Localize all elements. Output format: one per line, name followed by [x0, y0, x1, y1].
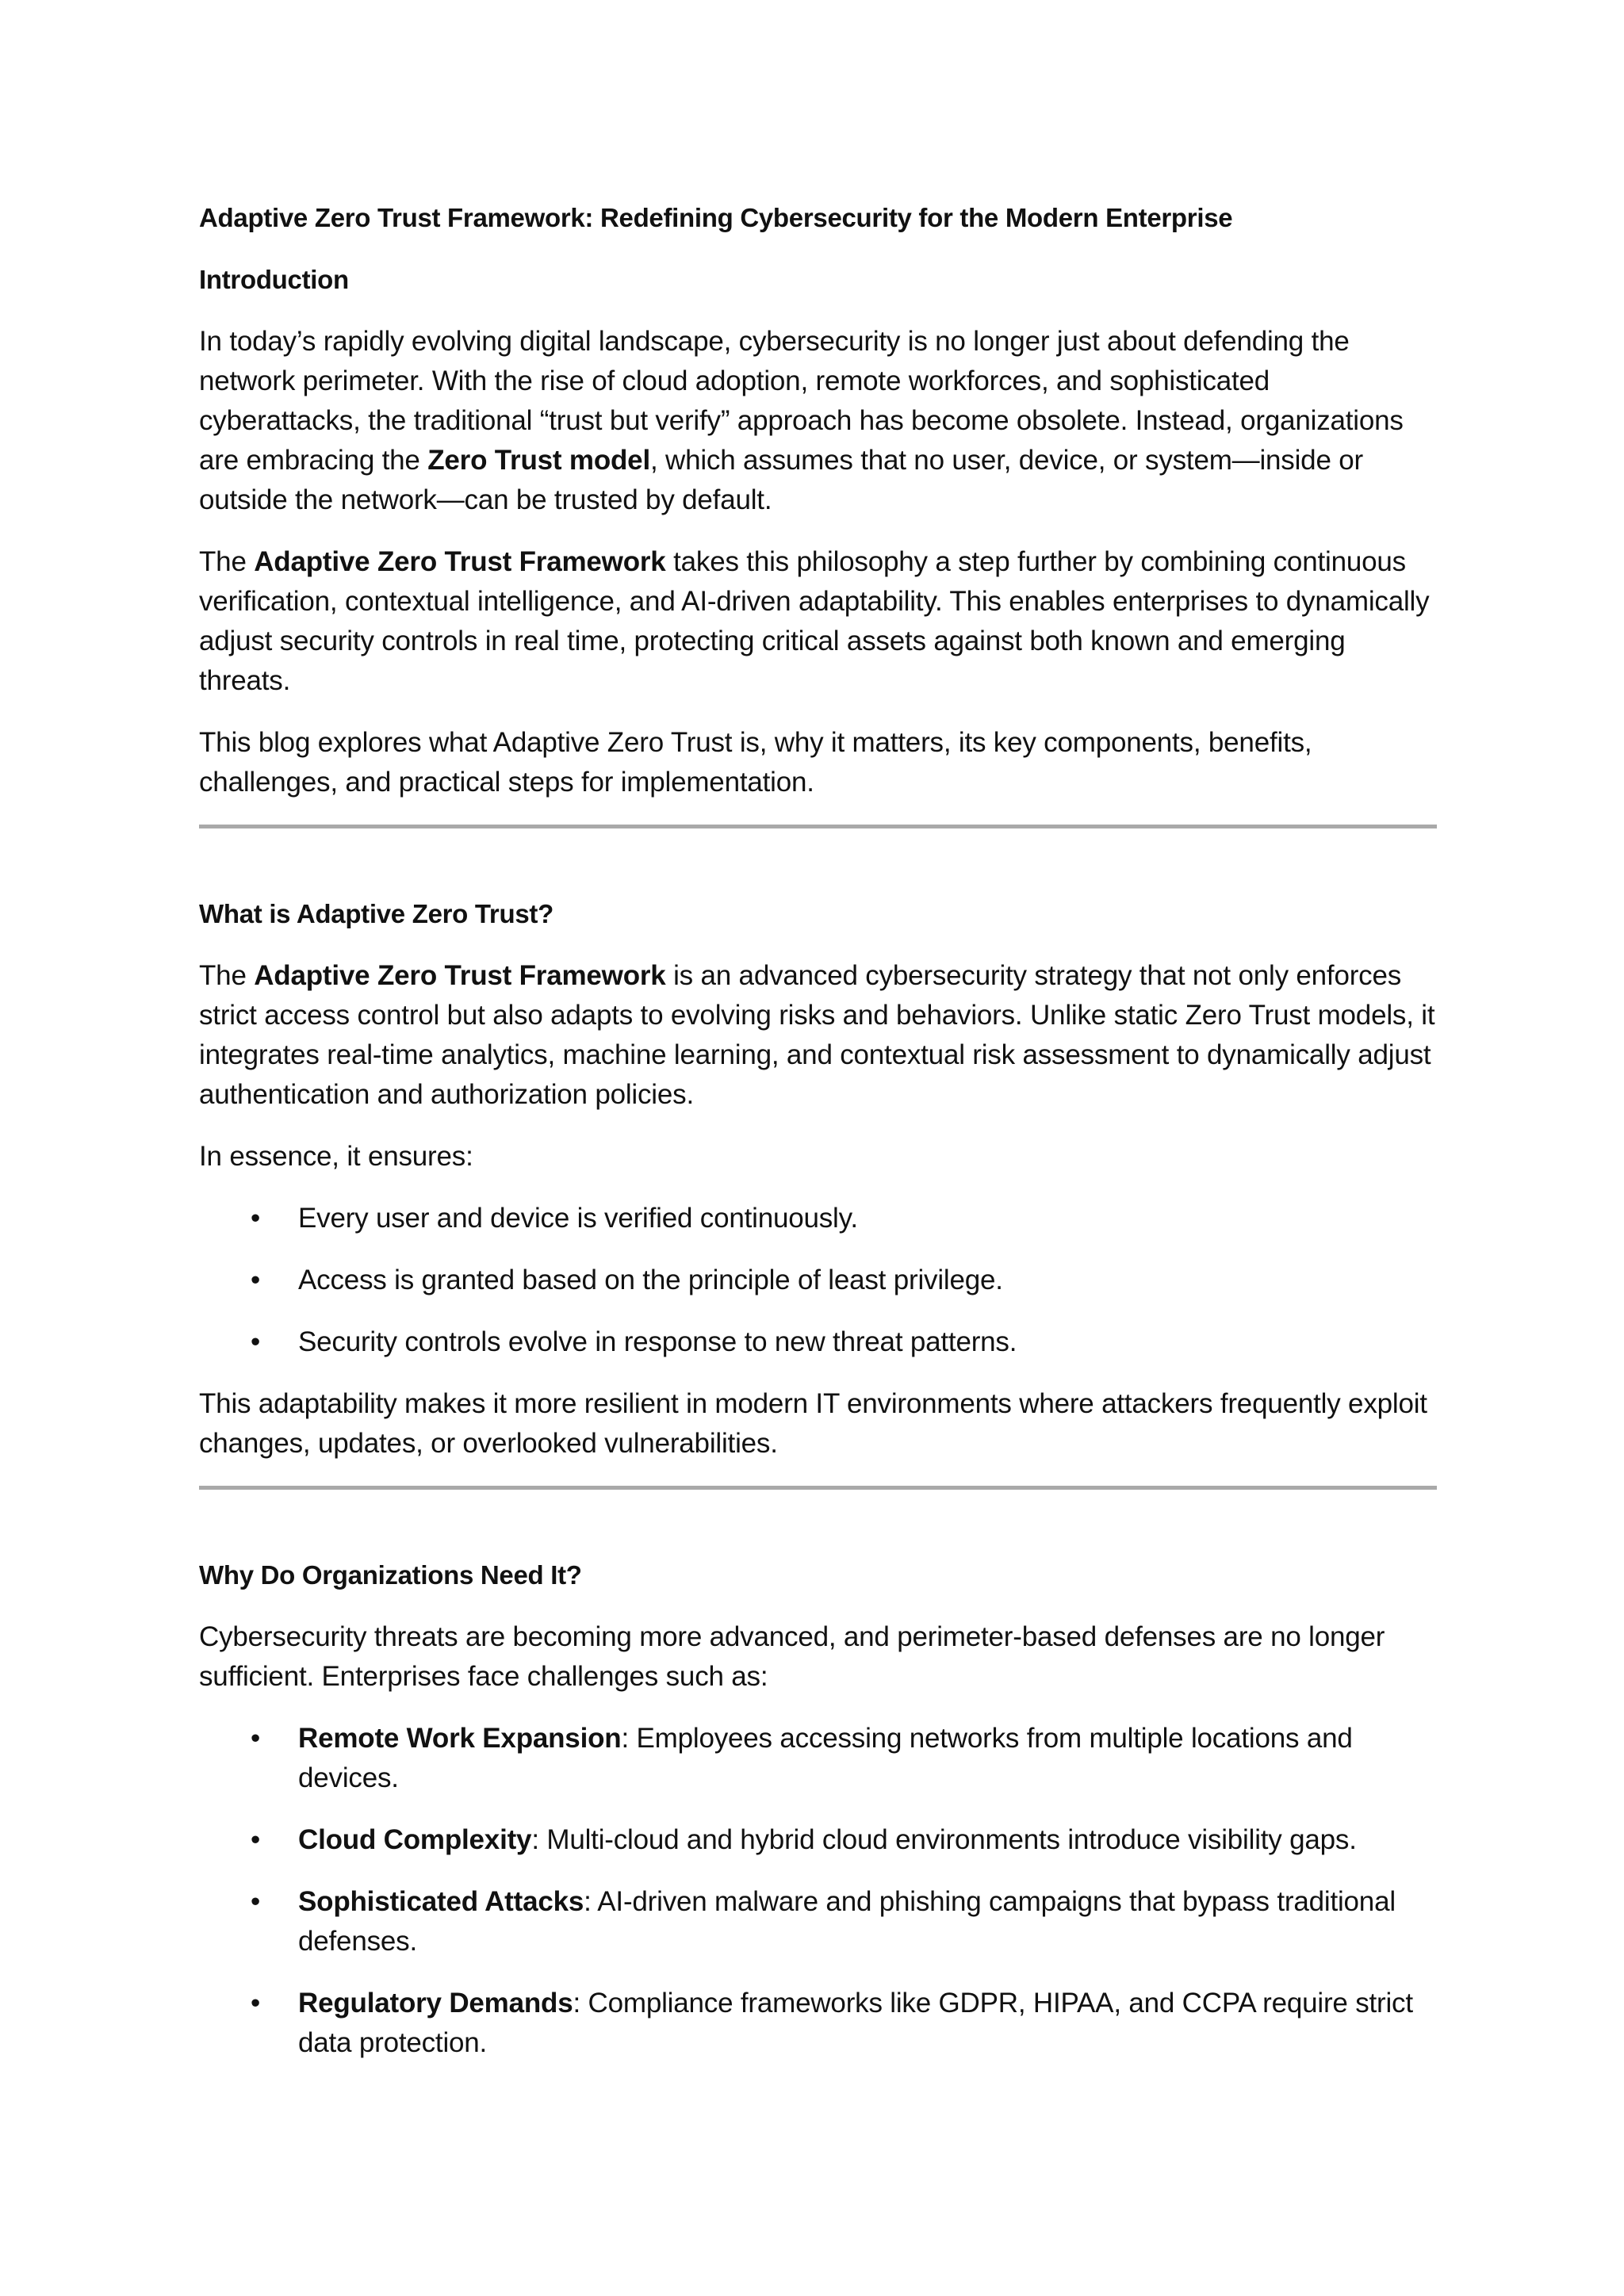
what-is-heading: What is Adaptive Zero Trust?	[199, 899, 553, 928]
list-item-text: : Multi-cloud and hybrid cloud environments introduce visibility gaps.	[531, 1824, 1357, 1855]
intro-p2-text-start: The	[199, 546, 255, 577]
what-paragraph-1	[199, 956, 1437, 1115]
intro-p1-text-end: , which assumes that no user, device, or system—inside or outside the network—can be trusted by default.	[199, 445, 1363, 515]
list-item-text: Access is granted based on the principle of least privilege.	[298, 1265, 1003, 1295]
bullet-icon: •	[250, 1723, 261, 1754]
list-item-bold: Remote Work Expansion	[298, 1723, 622, 1754]
why-heading: Why Do Organizations Need It?	[199, 1560, 582, 1590]
intro-p2-text-end: takes this philosophy a step further by combining continuous verification, contextual intelligence, and AI-driven adaptability. This enables enterprises to dynamically adjust security controls in real time, protecting critical assets against both known and emerging threats.	[199, 546, 1430, 696]
bullet-icon: •	[250, 1988, 261, 2019]
list-item-text: Every user and device is verified continuously.	[298, 1203, 858, 1234]
what-paragraph-2: In essence, it ensures:	[199, 1141, 473, 1172]
intro-p1-text-start: In today’s rapidly evolving digital landscape, cybersecurity is no longer just about defending the network perimeter. With the rise of cloud adoption, remote workforces, and sophisticated cyberattacks, the traditional “trust but verify” approach has become obsolete. Instead, organizations are embracing the	[199, 326, 1404, 476]
list-item-bold: Regulatory Demands	[298, 1988, 573, 2019]
list-item-text: : AI-driven malware and phishing campaigns that bypass traditional defenses.	[298, 1886, 1396, 1957]
section-divider	[199, 825, 1437, 828]
list-item-bold: Sophisticated Attacks	[298, 1886, 584, 1917]
list-item	[199, 1261, 1437, 1300]
what-paragraph-3: This adaptability makes it more resilient in modern IT environments where attackers frequently exploit changes, updates, or overlooked vulnerabilities.	[199, 1388, 1427, 1459]
list-item	[199, 1984, 1437, 2063]
ensures-list	[199, 1199, 1437, 1362]
bullet-icon: •	[250, 1265, 261, 1295]
introduction-heading: Introduction	[199, 265, 349, 294]
why-paragraph-1: Cybersecurity threats are becoming more advanced, and perimeter-based defenses are no longer sufficient. Enterprises face challenges such as:	[199, 1621, 1385, 1692]
bullet-icon: •	[250, 1326, 261, 1357]
list-item	[199, 1719, 1437, 1798]
intro-p1-bold: Zero Trust model	[427, 445, 650, 476]
list-item	[199, 1199, 1437, 1238]
list-item	[199, 1820, 1437, 1860]
list-item	[199, 1882, 1437, 1961]
what-p1-bold: Adaptive Zero Trust Framework	[254, 960, 666, 991]
list-item-bold: Cloud Complexity	[298, 1824, 532, 1855]
bullet-icon: •	[250, 1203, 261, 1234]
intro-p2-bold: Adaptive Zero Trust Framework	[254, 546, 666, 577]
intro-paragraph-2	[199, 542, 1437, 701]
bullet-icon: •	[250, 1824, 261, 1855]
what-p1-text-start: The	[199, 960, 255, 991]
section-divider	[199, 1486, 1437, 1490]
challenges-list	[199, 1719, 1437, 2063]
intro-paragraph-1	[199, 322, 1437, 520]
list-item	[199, 1322, 1437, 1362]
what-p1-text-end: is an advanced cybersecurity strategy that not only enforces strict access control but also adapts to evolving risks and behaviors. Unlike static Zero Trust models, it integrates real-time analytics, machine learning, and contextual risk assessment to dynamically adjust authentication and authorization policies.	[199, 960, 1435, 1110]
list-item-text: : Compliance frameworks like GDPR, HIPAA, and CCPA require strict data protection.	[298, 1988, 1413, 2058]
document-title: Adaptive Zero Trust Framework: Redefining Cybersecurity for the Modern Enterprise	[199, 203, 1233, 232]
list-item-text: Security controls evolve in response to new threat patterns.	[298, 1326, 1017, 1357]
intro-paragraph-3: This blog explores what Adaptive Zero Trust is, why it matters, its key components, benefits, challenges, and practical steps for implementation.	[199, 727, 1312, 798]
list-item-text: : Employees accessing networks from multiple locations and devices.	[298, 1723, 1353, 1793]
bullet-icon: •	[250, 1886, 261, 1917]
